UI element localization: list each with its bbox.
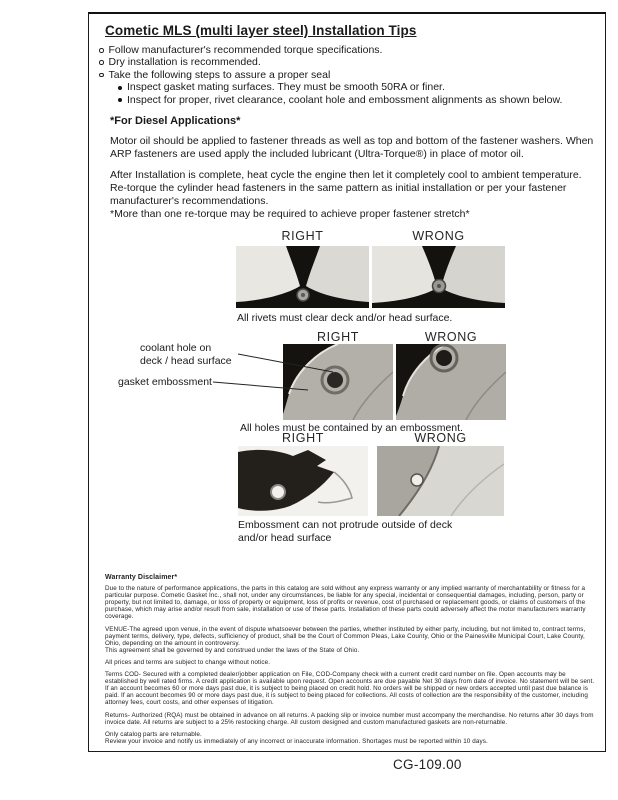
diagram-rivet-wrong-image xyxy=(372,246,505,308)
row3-right-header: RIGHT xyxy=(282,431,324,445)
warranty-paragraph: Terms COD- Secured with a completed dealer/jobber application on File, COD-Company check with a current credit card number on file. Open accounts may be established by well rated firms. A credit application is available upon request. Open accounts are due payable Net 30 days from date of invoice. No statement will be sent. If an account becomes 60 or more days past due, it is subject to being placed on credit hold. No orders will be shipped or new orders accepted until past due balance is paid. If an account becomes 90 or more days past due, it is subject to being placed for collections. All costs of collection are the responsibility of the customer, including attorney fees, court costs, and other expenses of litigation. xyxy=(105,671,595,707)
diagram-rivet-right-image xyxy=(236,246,369,308)
row2-caption: All holes must be contained by an embossment. xyxy=(240,422,463,434)
bolt-hole-icon xyxy=(271,485,285,499)
coolant-hole-icon xyxy=(436,350,452,366)
warranty-paragraph: VENUE-The agreed upon venue, in the event of dispute whatsoever between the parties, whether instituted by either party, including, but not limited to, contract terms, payment terms, delivery, type, defects, sufficiency of product, shall be the Court of Common Pleas, Lake County, Ohio or the Painesville Municipal Court, Lake County, Ohio, depending on the amount in controversy. xyxy=(105,625,586,647)
diagram-embossment-wrong-image xyxy=(396,344,506,420)
bullet-text: Inspect for proper, rivet clearance, coolant hole and embossment alignments as shown below. xyxy=(127,93,563,106)
gasket-embossment-label: gasket embossment xyxy=(118,376,212,388)
warranty-disclaimer xyxy=(105,574,597,750)
bullet-text: Dry installation is recommended. xyxy=(108,56,261,69)
warranty-paragraph: Due to the nature of performance applications, the parts in this catalog are sold without any express warranty or any implied warranty of merchantability or fitness for a particular purpose. Cometic Gasket Inc., shall not, under any circumstances, be liable for any special, incidental or consequential damages, including, person, party or property, but not limited to, damage, or loss of property or equipment, loss of profits or revenue, cost of purchased or replacement goods, or claims of customers of the purchase, which may arise and/or result from sale, installation or use of these parts. Installation of these parts could adversely affect the motor manufacturers warranty coverage. xyxy=(105,585,586,621)
warranty-heading: Warranty Disclaimer* xyxy=(105,574,178,581)
diagram-protrusion-wrong-image xyxy=(377,446,504,516)
warranty-paragraph: Review your invoice and notify us immediately of any incorrect or inaccurate information. Shortages must be reported within 10 days. xyxy=(105,737,488,745)
row3-wrong-header: WRONG xyxy=(414,431,467,445)
coolant-hole-icon xyxy=(327,372,343,388)
row2-right-header: RIGHT xyxy=(317,330,359,344)
bullet-icon xyxy=(99,73,104,78)
diesel-paragraph-retorque: After Installation is complete, heat cycle the engine then let it completely cool to ambient temperature. Re-torque the cylinder head fasteners in the same pattern as initial installation or per your fastener manufacturer's recommendations. xyxy=(110,169,582,207)
coolant-hole-label-line1: coolant hole on xyxy=(140,342,212,354)
warranty-paragraph: Returns- Authorized (RQA) must be obtained in advance on all returns. A packing slip or invoice number must accompany the merchandise. No returns after 30 days from invoice date. All returns are subject to a 25% restocking charge. All custom designed and custom manufactured gaskets are non-returnable. xyxy=(105,711,594,726)
diagram-protrusion-right-image xyxy=(238,446,368,516)
bolt-hole-icon xyxy=(411,474,423,486)
bullet-text: Take the following steps to assure a proper seal xyxy=(108,68,331,81)
retorque-note: *More than one re-torque may be required to achieve proper fastener stretch* xyxy=(110,208,470,220)
bullet-text: Follow manufacturer's recommended torque specifications. xyxy=(108,44,383,56)
list-item xyxy=(99,56,599,68)
diesel-paragraph-oil: Motor oil should be applied to fastener threads as well as top and bottom of the fastener washers. When ARP fasteners are used apply the included lubricant (Ultra-Torque®) in place of motor oil. xyxy=(110,135,594,160)
row3-caption-line1: Embossment can not protrude outside of deck xyxy=(238,519,453,531)
installation-tips-list xyxy=(99,44,599,106)
row3-caption-line2: and/or head surface xyxy=(238,531,332,544)
warranty-paragraph: This agreement shall be governed by and construed under the laws of the State of Ohio. xyxy=(105,646,360,654)
diesel-heading: *For Diesel Applications* xyxy=(110,115,241,127)
bullet-icon xyxy=(99,48,104,53)
warranty-paragraph: Only catalog parts are returnable. xyxy=(105,730,202,738)
bullet-icon xyxy=(118,98,122,102)
list-item xyxy=(99,81,599,93)
coolant-hole-label xyxy=(140,342,232,367)
list-item xyxy=(99,44,599,56)
warranty-paragraph: All prices and terms are subject to change without notice. xyxy=(105,658,271,666)
list-item xyxy=(99,94,599,106)
row1-wrong-header: WRONG xyxy=(412,229,465,243)
row1-caption: All rivets must clear deck and/or head surface. xyxy=(237,312,453,324)
coolant-hole-label-line2: deck / head surface xyxy=(140,354,232,367)
row1-right-header: RIGHT xyxy=(281,229,324,243)
row3-caption xyxy=(238,519,452,544)
row2-wrong-header: WRONG xyxy=(424,330,478,344)
bullet-text: Inspect gasket mating surfaces. They must be smooth 50RA or finer. xyxy=(127,81,445,94)
page-code: CG-109.00 xyxy=(393,757,462,772)
diagram-embossment-right-image xyxy=(283,344,393,420)
bullet-icon xyxy=(99,60,104,65)
bullet-icon xyxy=(118,86,122,90)
list-item xyxy=(99,69,599,81)
page-title: Cometic MLS (multi layer steel) Installation Tips xyxy=(105,23,417,38)
